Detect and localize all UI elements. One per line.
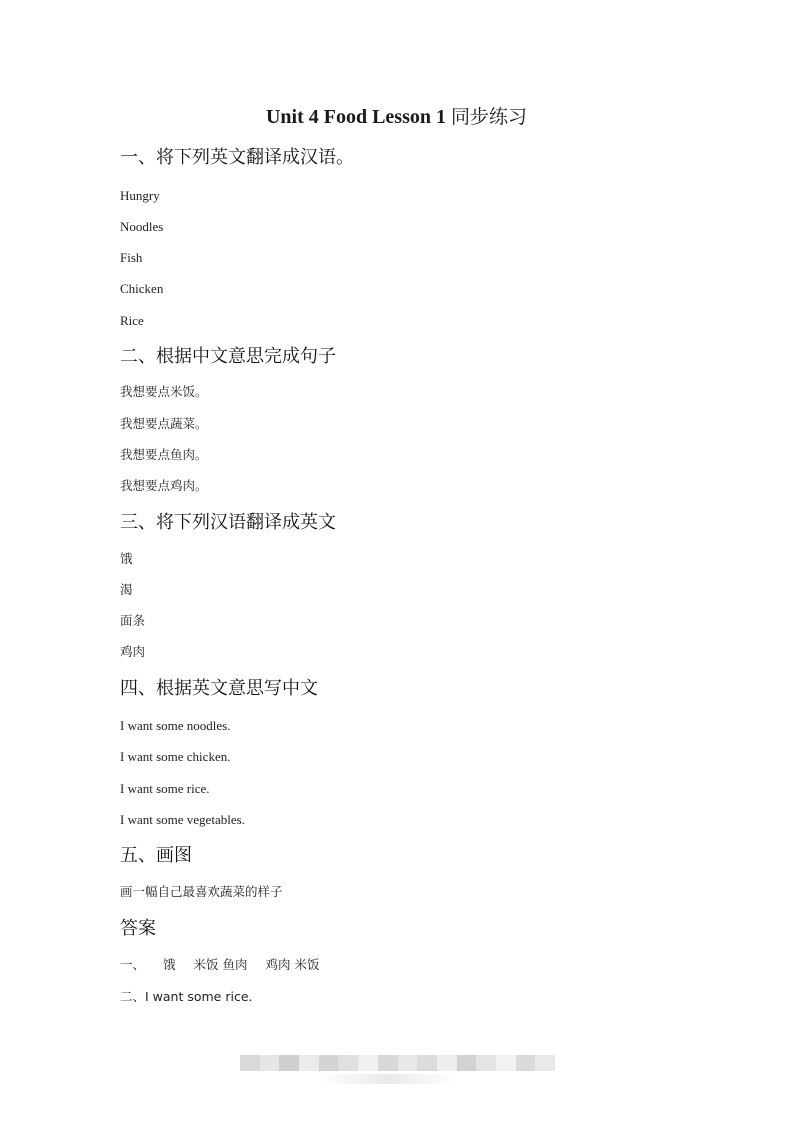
watermark-block — [279, 1055, 299, 1071]
watermark-block — [338, 1055, 358, 1071]
watermark-block — [378, 1055, 398, 1071]
list-item: 面条 — [120, 613, 146, 628]
list-item: 我想要点蔬菜。 — [120, 416, 208, 431]
watermark-block — [240, 1055, 260, 1071]
section-heading-2: 二、根据中文意思完成句子 — [120, 346, 336, 367]
answer-item: 鱼肉 — [222, 957, 248, 972]
answers-heading: 答案 — [120, 918, 156, 939]
list-item: 画一幅自己最喜欢蔬菜的样子 — [120, 884, 283, 899]
list-item: 我想要点鸡肉。 — [120, 478, 208, 493]
section-heading-4: 四、根据英文意思写中文 — [120, 678, 318, 699]
list-item: Fish — [120, 250, 143, 265]
footer-watermark-sub — [318, 1074, 458, 1084]
watermark-block — [496, 1055, 516, 1071]
watermark-block — [319, 1055, 339, 1071]
list-item: I want some rice. — [120, 781, 210, 796]
section-heading-5: 五、画图 — [120, 845, 192, 866]
list-item: I want some chicken. — [120, 749, 231, 764]
list-item: 我想要点米饭。 — [120, 384, 208, 399]
list-item: Hungry — [120, 188, 160, 203]
list-item: Noodles — [120, 219, 164, 234]
watermark-block — [398, 1055, 418, 1071]
list-item: Rice — [120, 313, 144, 328]
title-chinese: 同步练习 — [451, 106, 528, 128]
watermark-block — [516, 1055, 536, 1071]
list-item: Chicken — [120, 281, 164, 296]
answer-item: 米饭 — [193, 957, 219, 972]
list-item: 渴 — [120, 582, 133, 597]
answer-item: 饿 — [163, 957, 176, 972]
list-item: 我想要点鱼肉。 — [120, 447, 208, 462]
section-heading-1: 一、将下列英文翻译成汉语。 — [120, 147, 354, 168]
watermark-block — [437, 1055, 457, 1071]
answer-item: 米饭 — [294, 957, 320, 972]
answer-line-1 — [120, 956, 320, 974]
watermark-block — [476, 1055, 496, 1071]
list-item: 饿 — [120, 551, 133, 566]
list-item: I want some vegetables. — [120, 812, 245, 827]
watermark-block — [358, 1055, 378, 1071]
watermark-block — [417, 1055, 437, 1071]
footer-watermark — [240, 1055, 555, 1071]
page-title — [0, 103, 793, 131]
answer-item: 鸡肉 — [265, 957, 291, 972]
title-english: Unit 4 Food Lesson 1 — [265, 106, 446, 128]
watermark-block — [535, 1055, 555, 1071]
answer-line-2: 二、I want some rice. — [120, 989, 253, 1004]
watermark-block — [299, 1055, 319, 1071]
watermark-block — [457, 1055, 477, 1071]
list-item: I want some noodles. — [120, 718, 231, 733]
list-item: 鸡肉 — [120, 644, 146, 659]
section-heading-3: 三、将下列汉语翻译成英文 — [120, 512, 336, 533]
answer-prefix: 一、 — [120, 957, 146, 972]
watermark-block — [260, 1055, 280, 1071]
